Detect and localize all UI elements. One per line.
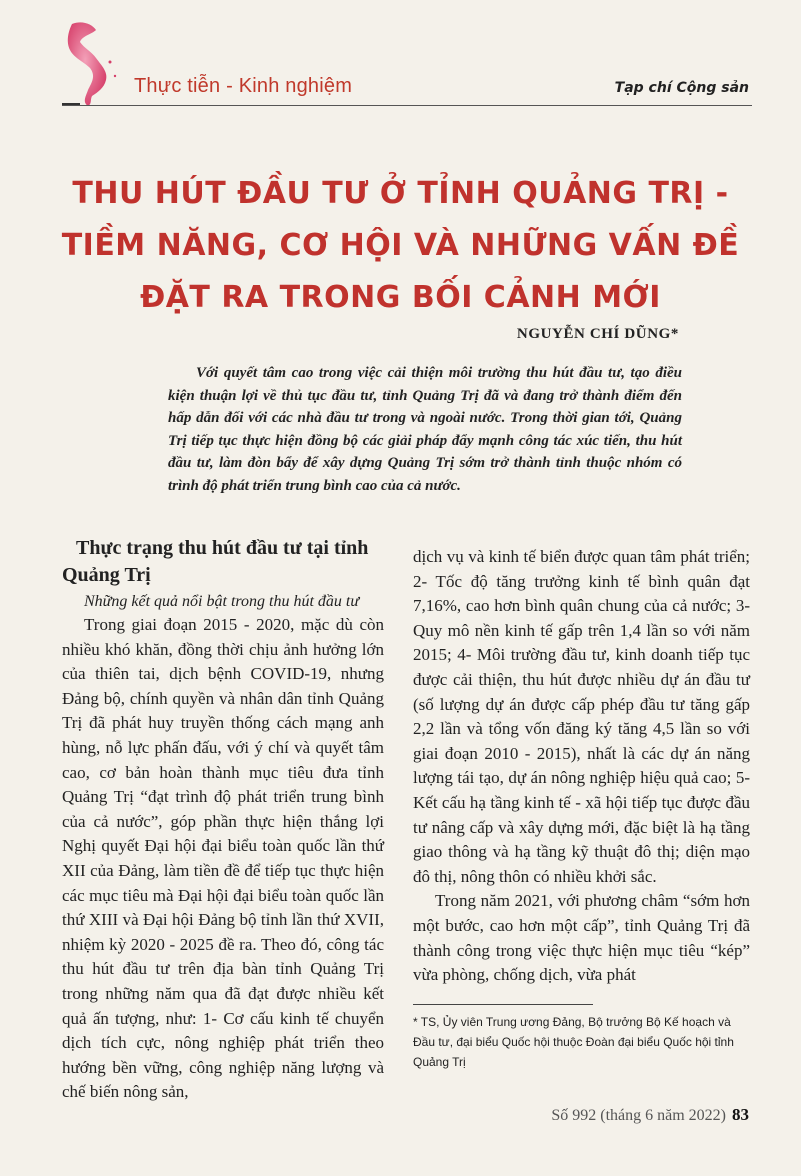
vietnam-map-logo xyxy=(52,18,132,108)
subheading: Những kết quả nổi bật trong thu hút đầu tư xyxy=(84,593,360,610)
page-number: 83 xyxy=(732,1105,749,1124)
body-paragraph: Trong giai đoạn 2015 - 2020, mặc dù còn nhiều khó khăn, đồng thời chịu ảnh hưởng lớn của thiên tai, dịch bệnh COVID-19, nhưng Đảng bộ, chính quyền và nhân dân tỉnh Quảng Trị đã phát huy truyền thống cách mạng anh hùng, nỗ lực phấn đấu, với ý chí và quyết tâm cao, cơ bản hoàn thành mục tiêu đưa tỉnh Quảng Trị “đạt trình độ phát triển trung bình của cả nước”, góp phần thực hiện thắng lợi Nghị quyết Đại hội đại biểu toàn quốc lần thứ XII của Đảng, làm tiền đề để tiếp tục thực hiện các mục tiêu mà Đại hội đại biểu toàn quốc lần thứ XIII và Đại hội Đảng bộ tỉnh lần thứ XVII, nhiệm kỳ 2020 - 2025 đề ra. Theo đó, công tác thu hút đầu tư trên địa bàn tỉnh Quảng Trị trong những năm qua đã đạt được nhiều kết quả ấn tượng, như: 1- Cơ cấu kinh tế chuyển dịch tích cực, nông nghiệp phát triển theo hướng bền vững, công nghiệp năng lượng và chế biến nông sản, xyxy=(62,615,384,1102)
left-column xyxy=(62,535,384,1105)
body-paragraph: dịch vụ và kinh tế biển được quan tâm phát triển; 2- Tốc độ tăng trưởng kinh tế bình quân đạt 7,16%, cao hơn bình quân chung của cả nước; 3- Quy mô nền kinh tế gấp trên 1,4 lần so với năm 2015; 4- Môi trường đầu tư, kinh doanh tiếp tục được cải thiện, thu hút được nhiều dự án đầu tư (số lượng dự án được cấp phép đầu tư tăng gấp 2,2 lần và tổng vốn đăng ký tăng 4,5 lần so với giai đoạn 2010 - 2015), nhất là các dự án năng lượng tái tạo, dự án nông nghiệp hiệu quả cao; 5- Kết cấu hạ tầng kinh tế - xã hội tiếp tục được đầu tư nâng cấp và xây dựng mới, đặc biệt là hạ tầng giao thông và hạ tầng kỹ thuật đô thị; diện mạo đô thị, nông thôn có nhiều khởi sắc. xyxy=(413,547,750,886)
header-divider xyxy=(62,105,752,106)
section-heading: Thực trạng thu hút đầu tư tại tỉnh Quảng Trị xyxy=(62,537,369,586)
body-paragraph: Trong năm 2021, với phương châm “sớm hơn một bước, cao hơn một cấp”, tỉnh Quảng Trị đã thành công trong việc thực hiện mục tiêu “kép” vừa phòng, chống dịch, vừa phát xyxy=(413,891,750,985)
page-footer xyxy=(551,1105,749,1125)
right-column xyxy=(413,545,750,988)
section-title: Thực tiễn - Kinh nghiệm xyxy=(134,75,353,97)
issue-label: Số 992 (tháng 6 năm 2022) xyxy=(551,1107,726,1124)
abstract: Với quyết tâm cao trong việc cải thiện môi trường thu hút đầu tư, tạo điều kiện thuận lợi về thủ tục đầu tư, tỉnh Quảng Trị đã và đang trở thành điểm đến hấp dẫn đối với các nhà đầu tư trong và ngoài nước. Trong thời gian tới, Quảng Trị tiếp tục thực hiện đồng bộ các giải pháp đẩy mạnh công tác xúc tiến, thu hút đầu tư, làm đòn bẩy để xây dựng Quảng Trị sớm trở thành tỉnh thuộc nhóm có trình độ phát triển trung bình cao của cả nước. xyxy=(168,365,682,494)
title-line-1: THU HÚT ĐẦU TƯ Ở TỈNH QUẢNG TRỊ - xyxy=(72,176,729,211)
article-title xyxy=(60,168,741,324)
title-line-2: TIỀM NĂNG, CƠ HỘI VÀ NHỮNG VẤN ĐỀ xyxy=(61,228,740,263)
journal-name: Tạp chí Cộng sản xyxy=(614,80,749,96)
author-name: NGUYỄN CHÍ DŨNG* xyxy=(516,326,679,342)
title-line-3: ĐẶT RA TRONG BỐI CẢNH MỚI xyxy=(140,280,661,315)
footnote-divider xyxy=(413,1004,593,1005)
footnote: * TS, Ủy viên Trung ương Đảng, Bộ trưởng Bộ Kế hoạch và Đầu tư, đại biểu Quốc hội thuộc Đoàn đại biểu Quốc hội tỉnh Quảng Trị xyxy=(413,1015,734,1069)
